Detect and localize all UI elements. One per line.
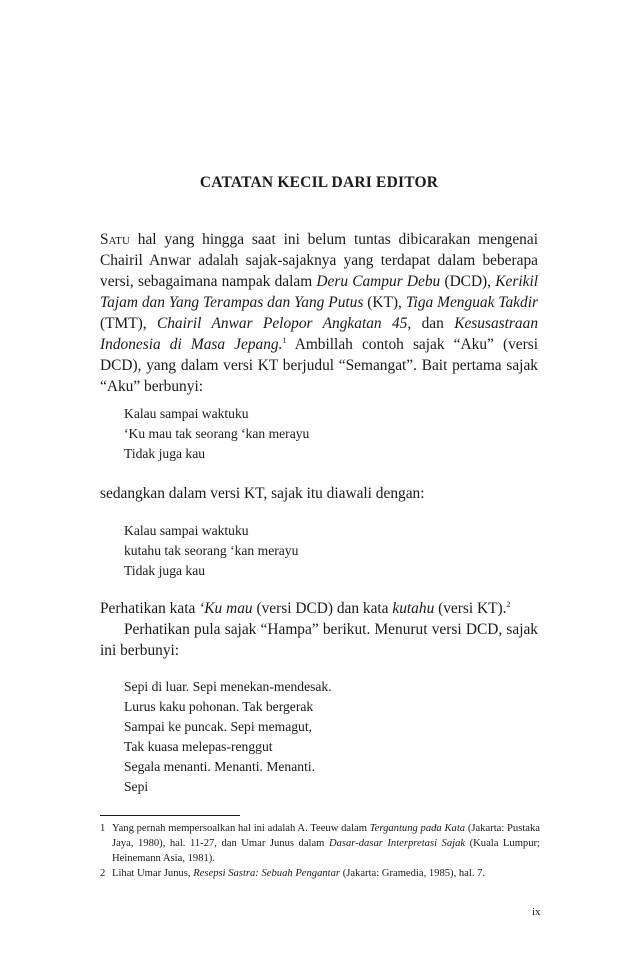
lead-word: Satu — [100, 231, 130, 248]
title-kesusastraan-indonesia: Kesusastraan Indonesia di Masa Jepang. — [100, 315, 539, 353]
paragraph-4: Perhatikan pula sajak “Hampa” berikut. Menurut versi DCD, sajak ini berbunyi: — [100, 621, 538, 659]
text-run: Ambillah contoh sajak “Aku” (versi DCD), yang dalam versi KT berjudul “Semangat”. Bait pertama sajak “Aku” berbunyi: — [100, 336, 538, 395]
poem-line: Kalau sampai waktuku — [124, 523, 249, 538]
footnote-1 — [100, 821, 540, 866]
text-run: (versi DCD) dan kata — [252, 600, 393, 617]
title-deru-campur-debu: Deru Campur Debu — [316, 273, 441, 290]
poem-line: Tidak juga kau — [124, 563, 206, 578]
footnote-ref-1: 1 — [282, 335, 287, 345]
paragraph-3 — [100, 598, 538, 619]
title-resepsi-sastra: Resepsi Sastra: Sebuah Pengantar — [193, 868, 341, 879]
text-run: dan — [411, 315, 455, 332]
text-run: Lihat Umar Junus, — [112, 868, 194, 879]
footnote-ref-2: 2 — [506, 599, 511, 609]
poem-line: Lurus kaku pohonan. Tak bergerak — [124, 699, 314, 714]
poem-line: Sepi di luar. Sepi menekan-mendesak. — [124, 679, 332, 694]
text-run: hal yang hingga saat ini belum tuntas dibicarakan mengenai Chairil Anwar adalah sajak-sajaknya yang terdapat dalam beberapa versi, sebagaimana nampak dalam — [100, 231, 538, 290]
poem-line: Segala menanti. Menanti. Menanti. — [124, 759, 316, 774]
text-run: (DCD), — [440, 273, 496, 290]
title-chairil-anwar-pelopor: Chairil Anwar Pelopor Angkatan 45, — [156, 315, 412, 332]
footnote-text — [112, 866, 540, 881]
footnote-2 — [100, 866, 540, 881]
footnote-divider — [100, 815, 240, 816]
page-number: ix — [532, 906, 541, 918]
poem-line: Tak kuasa melepas-renggut — [124, 739, 273, 754]
poem-line: Sepi — [124, 779, 149, 794]
text-run: (Kuala Lumpur; Heinemann Asia, 1981). — [112, 838, 540, 864]
title-tergantung-pada-kata: Tergantung pada Kata — [369, 823, 466, 834]
poem-line: kutahu tak seorang ‘kan merayu — [124, 543, 299, 558]
emphasis-ku-mau: ‘Ku mau — [199, 600, 253, 617]
emphasis-kutahu: kutahu — [392, 600, 435, 617]
text-run: Perhatikan kata — [100, 600, 200, 617]
text-run: (versi KT). — [434, 600, 507, 617]
footnote-text — [112, 821, 540, 866]
poem-line: ‘Ku mau tak seorang ‘kan merayu — [124, 426, 310, 441]
text-run: (Jakarta: Gramedia, 1985), hal. 7. — [340, 868, 486, 879]
page-title: CATATAN KECIL DARI EDITOR — [199, 174, 439, 191]
paragraph-1 — [100, 229, 538, 397]
poem-line: Sampai ke puncak. Sepi memagut, — [124, 719, 313, 734]
text-run: (TMT), — [100, 315, 157, 332]
text-run: (Jakarta: Pustaka Jaya, 1980), hal. 11-27, dan Umar Junus dalam — [112, 823, 540, 849]
poem-line: Tidak juga kau — [124, 446, 206, 461]
footnote-number: 2 — [100, 868, 106, 879]
text-run: Yang pernah mempersoalkan hal ini adalah A. Teeuw dalam — [112, 823, 370, 834]
poem-aku-dcd — [124, 404, 309, 464]
title-tiga-menguak-takdir: Tiga Menguak Takdir — [405, 294, 538, 311]
text-run: (KT), — [363, 294, 406, 311]
footnote-number: 1 — [100, 823, 106, 834]
paragraph-2: sedangkan dalam versi KT, sajak itu diawali dengan: — [100, 485, 425, 502]
poem-aku-kt — [124, 521, 298, 581]
title-kerikil-tajam: Kerikil Tajam dan Yang Terampas dan Yang Putus — [100, 273, 538, 311]
title-dasar-dasar-interpretasi: Dasar-dasar Interpretasi Sajak — [328, 838, 466, 849]
poem-hampa — [124, 677, 332, 797]
poem-line: Kalau sampai waktuku — [124, 406, 249, 421]
